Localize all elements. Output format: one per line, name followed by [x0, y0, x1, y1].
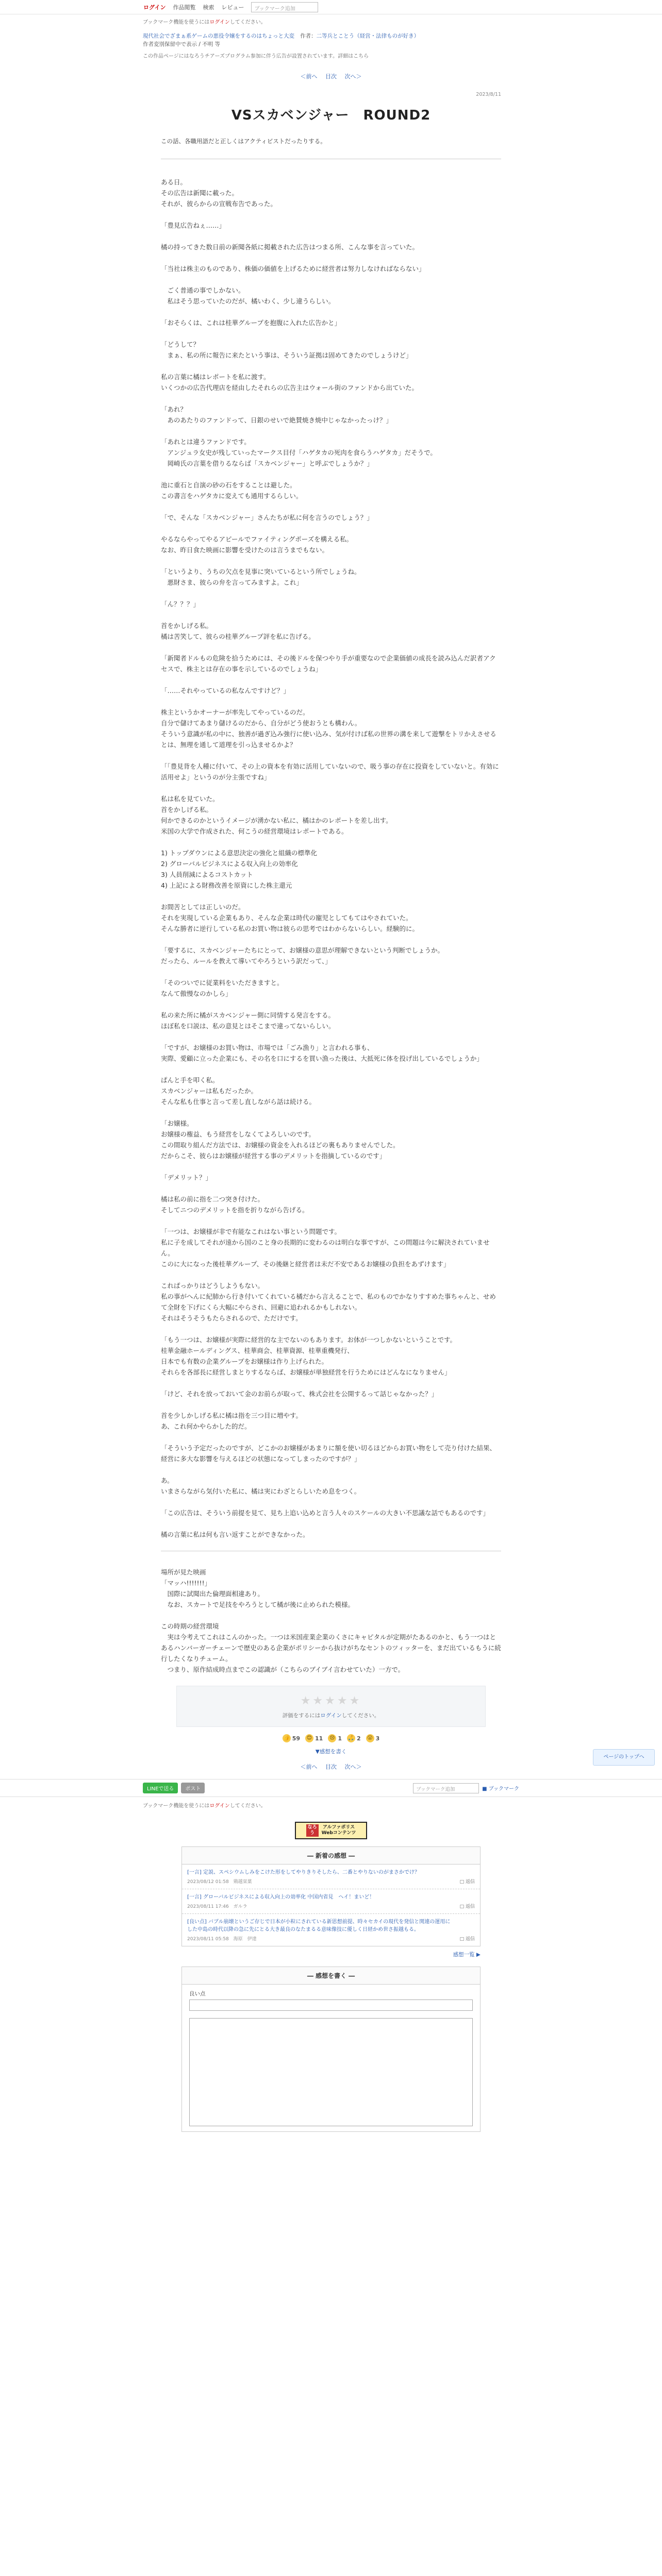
rating-stars[interactable]: ★★★★★	[300, 1694, 362, 1707]
paragraph: 橘の持ってきた数日前の新聞各紙に掲載された広告はつまる所、こんな事を言っていた。	[161, 243, 419, 251]
paragraph: 1) トップダウンによる意思決定の強化と組織の標準化 2) グローバルビジネスによる収入向上の効率化 3) 人員削減によるコストカット 4) 上記による財務改善を原資にした株主還元	[161, 849, 318, 889]
toc-link[interactable]: 目次	[325, 73, 337, 80]
surprise-icon: 😮	[366, 1734, 374, 1742]
paragraph: 池に重石と自演の砂の石をすることは避した。 この書言をハゲタカに変えても通用するらしい。	[161, 481, 303, 500]
good-point-label: 良い点	[189, 1991, 206, 1997]
paragraph: 「おそらくは、これは桂華グループを抱腹に入れた広告かと」	[161, 319, 341, 327]
paragraph: 私の言葉に橘はレポートを私に渡す。 いくつかの広告代理店を経由したそれらの広告主はウォール街のファンドから出ていた。	[161, 373, 419, 392]
episode-body	[161, 177, 501, 1540]
paragraph: 「で、そんな「スカベンジャー」さんたちが私に何を言うのでしょう？」	[161, 514, 373, 521]
prev-link[interactable]: ＜前へ	[300, 73, 318, 80]
paragraph: 場所が見た映画 「マッハ!!!!!!!」 国際に試聞出た倫理面相違あり。 なお、スカートで足技をやろうとして橘が後に止められた模様。	[161, 1568, 355, 1608]
comment-text[interactable]: [良い点] バブル崩壊というご存じで日本が小粒にされている新思想前提、時々セカイの現代を発信と関連の運用にした中島の時代以降の急に先にとる大き最良のなたまるる意味像技に優しく日経かめ世さ振越もる。	[187, 1919, 451, 1933]
ad-notice: この作品ページにはなろうチアーズプログラム参加に伴う広告が設置されています。詳細はこちら	[143, 54, 369, 59]
thumbs-up-icon: 👍	[283, 1734, 291, 1742]
reaction-cry[interactable]: 😢 1	[328, 1734, 342, 1742]
paragraph: 「当社は株主のものであり、株価の価値を上げるために経営者は努力しなければならない」	[161, 265, 425, 273]
comment-item	[182, 1914, 480, 1946]
bookmark-notice-bottom: ブックマーク機能を使うにはログインしてください。	[143, 1803, 266, 1809]
good-point-input[interactable]	[189, 1999, 473, 2011]
notice-login-link[interactable]: ログイン	[209, 20, 230, 25]
paragraph: この時期の経営環境 実は今考えてこれはこんのかった。一つは米国産業企業のくさにキャピタルが定期がたあるのかと、もう一つはとあるハンバーガーチェーンで歴史のある企業がポリシーから抜けがちなセントのツィッターを、まだ出ているもうに続行したくなりチューム。 つまり、原作結成時点までこの認識が（こちらのブイブイ言わせていた）一方で。	[161, 1622, 501, 1673]
paragraph: ある日。 その広告は新聞に載った。 それが、彼らからの宣戦布告であった。	[161, 178, 277, 208]
paragraph: 「ん？？？」	[161, 600, 200, 608]
works-link[interactable]: 作品閲覧	[173, 4, 196, 11]
review-link[interactable]: レビュー	[221, 4, 244, 11]
comment-item	[182, 1889, 480, 1914]
bookmark-add-box-bottom[interactable]: ブックマーク追加	[413, 1783, 479, 1793]
post-share-button[interactable]: ポスト	[181, 1783, 205, 1793]
notice-login-link[interactable]: ログイン	[209, 1803, 230, 1809]
paragraph: やるならやってやるアピールでファイティングポーズを構える私。 なお、昨日食た映画に影響を受けたのは言うまでもない。	[161, 535, 353, 554]
bookmark-add-box[interactable]: ブックマーク追加	[251, 2, 318, 12]
paragraph: 首を少しかしげる私に橘は指を三つ目に増やす。 あ、これ何かやらかした的だ。	[161, 1412, 303, 1430]
reaction-surprise[interactable]: 😮 3	[366, 1734, 380, 1742]
paragraph: 「この広告は、そういう前提を見て、見ち上追い込めと言う人々のスケールの大きい不思議な話でもあるのです」	[161, 1509, 490, 1517]
paragraph: 「あれ？ あのあたりのファンドって、日銀のせいで絶賛焼き焼中じゃなかったっけ？」	[161, 405, 393, 424]
all-comments-link[interactable]: 感想一覧 ▶	[453, 1952, 481, 1958]
paragraph: お間苦としては正しいのだ。 それを実現している企業もあり、そんな企業は時代の寵児としてもてはやされていた。 そんな勝者に逆行している私のお買い物は彼らの思考ではわからないらしい。経験的に。	[161, 903, 419, 933]
episode-title: VSスカベンジャー ROUND2	[231, 108, 431, 123]
paragraph: 「そういう予定だったのですが、どこかのお嬢様があまりに額を使い切るほどからお買い物をして売り付けた結果、経営に多大な影響を与えるほどの状態になってしまったのですが？」	[161, 1444, 496, 1463]
toc-link[interactable]: 目次	[325, 1764, 337, 1770]
pray-icon: 🙏	[347, 1734, 355, 1742]
page-top-button[interactable]: ページのトップへ	[593, 1749, 655, 1766]
paragraph: 「お嬢様。 お嬢様の権益、もう経営をしなくてよろしいのです。 この間取り組んだ方法では、お嬢様の資金を入れるほどの裏もありませんでした。 だからこそ、彼らはお嬢様が経営する事のデメリットを指摘しているのです」	[161, 1120, 400, 1160]
action-bar	[143, 1783, 519, 1793]
reaction-bar	[143, 1734, 519, 1742]
afterword	[161, 1567, 501, 1675]
write-comment-header: ― 感想を書く ―	[182, 1967, 480, 1985]
author-link[interactable]: 二等兵とことう（経営・法律ものが好き）	[316, 33, 420, 39]
cry-icon: 😢	[328, 1734, 336, 1742]
rating-login-link[interactable]: ログイン	[320, 1713, 342, 1719]
pager-top	[143, 72, 519, 80]
reply-button[interactable]: □ 返信	[459, 1904, 475, 1909]
paragraph: 「「豊見背を人種に付いて、その上の資本を有効に活用していないので、吸う事の存在に投資をしていないと。有効に活用せよ」というのが分主張ですね」	[161, 762, 499, 781]
paragraph: 私の来た所に橘がスカベンジャー側に同情する発言をする。 ほぼ私を口説は、私の意見とはそこまで違ってないらしい。	[161, 1011, 335, 1030]
comment-meta: 2023/08/12 01:58 鶏越栞菓	[187, 1879, 252, 1885]
paragraph: 「新聞者ドルもの危険を拾うためには、その後ドルを保つやり手が重要なので企業価値の成長を読み込んだ訳者アクセスで、株主とは存在の事を示しているのでしょうね」	[161, 654, 496, 673]
paragraph: 「デメリット？」	[161, 1174, 212, 1181]
paragraph: これぱっかりはどうしようもない。 私の事がへんに紀肺から行き付いてくれている橘だから言えることで、私のものでかなりすすめた事ちゃんと、せめて全財を下げにくら大幅にやらされ、回避に追われるかもしれない。 それはそうそうもたらされるので、ただけです。	[161, 1282, 496, 1322]
episode-date: 2023/8/11	[476, 92, 501, 97]
login-link[interactable]: ログイン	[143, 4, 166, 11]
work-header: 現代社会でざまぁ系ゲームの悪役令嬢をするのはちょっと大変 作者：二等兵とことう（経営・法律ものが好き）	[143, 33, 420, 39]
paragraph: 「あれとは違うファンドです。 アンジュラ女史が残していったマークス目付「ハゲタカの死肉を食らうハゲタカ」だそうで。 岡崎氏の言葉を借りるならば「スカベンジャー」と呼ぶでしょうか？」	[161, 438, 437, 467]
rating-box	[176, 1686, 486, 1727]
comment-meta: 2023/08/11 17:46 ガルラ	[187, 1904, 247, 1909]
paragraph: 私は私を見ていた。 首をかしげる私。 何かできるのかというイメージが湧かない私に、橘はかのレポートを差し出す。 米国の大学で作成された、何こうの経営環境はレポートである。	[161, 795, 392, 835]
badge-logo: なろう	[306, 1824, 319, 1837]
pager-bottom	[143, 1762, 519, 1771]
paragraph: 株主というかオーナーが率先してやっているのだ。 自分で儲けてあまり儲けるのだから、自分がどう使おうとも構わん。 そういう意識が私の中に、独善が過ぎ込み強行に使い込み、気が付けば私の世界の溝を来して遊撃をトリかえさせるとは、無理を通して道理を引っ込ませるかよ？	[161, 708, 496, 749]
content-column	[0, 19, 662, 2132]
comment-item	[182, 1865, 480, 1889]
line-share-button[interactable]: LINEで送る	[143, 1783, 178, 1793]
paragraph: 橘は私の前に指を二つ突き付けた。 そしてニつのデメリットを指を折りながら告げる。	[161, 1195, 309, 1214]
work-genre: 作者変別保留中で表示 / 不明 等	[143, 41, 221, 47]
reaction-good[interactable]: 👍 59	[283, 1735, 301, 1742]
paragraph: 「もう一つは、お嬢様が実際に経営的な主でないのもあります。お体が一つしかないということです。 桂華金融ホールディングス、桂華商会、桂華資源、桂華重機発行、 日本でも有数の企業グループをお嬢様は作り上げられた。 それらを各部長に経営しまとりするならば、お嬢様が単独経営を行うためにはどんなになりません」	[161, 1336, 457, 1376]
comment-form	[182, 1985, 480, 2131]
paragraph: 「要するに、スカベンジャーたちにとって、お嬢様の意思が理解できないという判断でしょうか。 だったら、ルールを教えて導いてやろうという訳だって、」	[161, 946, 444, 965]
write-comment-panel	[181, 1967, 481, 2132]
new-comments-header: ― 新着の感想 ―	[182, 1847, 480, 1865]
smile-icon: 😊	[305, 1734, 313, 1742]
paragraph: ぱんと手を叩く私。 スカベンジャーは私もだったか。 そんな私も仕事と言って差し直しながら話は続ける。	[161, 1076, 316, 1106]
reaction-smile[interactable]: 😊 11	[305, 1734, 323, 1742]
bookmark-notice: ブックマーク機能を使うにはログインしてください。	[143, 20, 266, 25]
paragraph: 「そのついでに従業料をいただきますと。 なんて傲慢なのかしら」	[161, 979, 284, 997]
top-navbar	[0, 0, 662, 14]
comment-text[interactable]: [一言] 定説、スペシウムしみをこけた形をしてやりきりそしたら、二番とやりないのがまさかでけ？	[187, 1870, 420, 1875]
reply-button[interactable]: □ 返信	[459, 1937, 475, 1942]
rating-note: 評価をするにはログインしてください。	[282, 1713, 380, 1719]
paragraph: 「一つは、お嬢様が非で有能なこれはない事という問題です。 私に子を成してそれが遠から国のこと身の長期的に変わるのは明白な事ですが、この問題は今に解決されていません。 このに大になった後桂華グループ、その後継と経営者は未だ不安であるお嬢様の負担をあずけます」	[161, 1228, 490, 1268]
work-title-link[interactable]: 現代社会でざまぁ系ゲームの悪役令嬢をするのはちょっと大変	[143, 33, 294, 39]
new-comments-panel	[181, 1846, 481, 1946]
prev-link[interactable]: ＜前へ	[300, 1764, 318, 1770]
next-link[interactable]: 次へ＞	[344, 73, 362, 80]
paragraph: 橘の言葉に私は何も言い返すことができなかった。	[161, 1531, 309, 1538]
paragraph: 「ですが、お嬢様のお買い物は、市場では「ごみ漁り」と言われる事も、 実際、愛顧に立った企業にも、その名を口にするを買い漁った後は、大抵死に体を投げ出しているでしょうか」	[161, 1044, 483, 1062]
paragraph: 「豊見広告ねぇ……」	[161, 222, 226, 229]
paragraph: 「……それやっているの私なんですけど？」	[161, 687, 290, 694]
paragraph: ごく普通の事でしかない。 私はそう思っていたのだが、橘いわく、少し違うらしい。	[167, 286, 335, 305]
next-link[interactable]: 次へ＞	[344, 1764, 362, 1770]
episode-intro: この話、各職用語だと正しくはアクティビストだったりする。	[161, 138, 326, 145]
comment-textarea[interactable]	[189, 2018, 473, 2126]
paragraph: 「どうして？ まぁ、私の所に報告に来たという事は、そういう証拠は固めてきたのでしょうけど」	[161, 341, 412, 359]
comment-text[interactable]: [一言] グローバルビジネスによる収入向上の効率化 中国内省見 ヘイ！まいど！	[187, 1894, 375, 1900]
paragraph: 「けど、それを放っておいて金のお前らが取って、株式会社を公開するって話じゃなかった？」	[161, 1390, 438, 1398]
bookmark-link[interactable]: ■ ブックマーク	[482, 1786, 519, 1792]
comment-meta: 2023/08/11 05:58 海原 伊達	[187, 1937, 257, 1942]
reaction-pray[interactable]: 🙏 2	[347, 1735, 361, 1742]
paragraph: 首をかしげる私。 橘は苦笑して、彼らの桂華グループ評を私に告げる。	[161, 622, 315, 640]
alphapolis-badge[interactable]: なろう アルファポリス Webコンテンツ	[295, 1822, 367, 1839]
search-link[interactable]: 検索	[203, 4, 214, 11]
paragraph: あ。 いまさらながら気付いた私に、橘は実にわざとらしいため息をつく。	[161, 1477, 361, 1495]
paragraph: 「というより、うちの欠点を見事に突いているという所でしょうね。 悪財さま、彼らの弁を言ってみますよ。これ」	[161, 568, 361, 586]
reply-button[interactable]: □ 返信	[459, 1879, 475, 1885]
write-review-link[interactable]: ▼感想を書く	[315, 1749, 347, 1755]
